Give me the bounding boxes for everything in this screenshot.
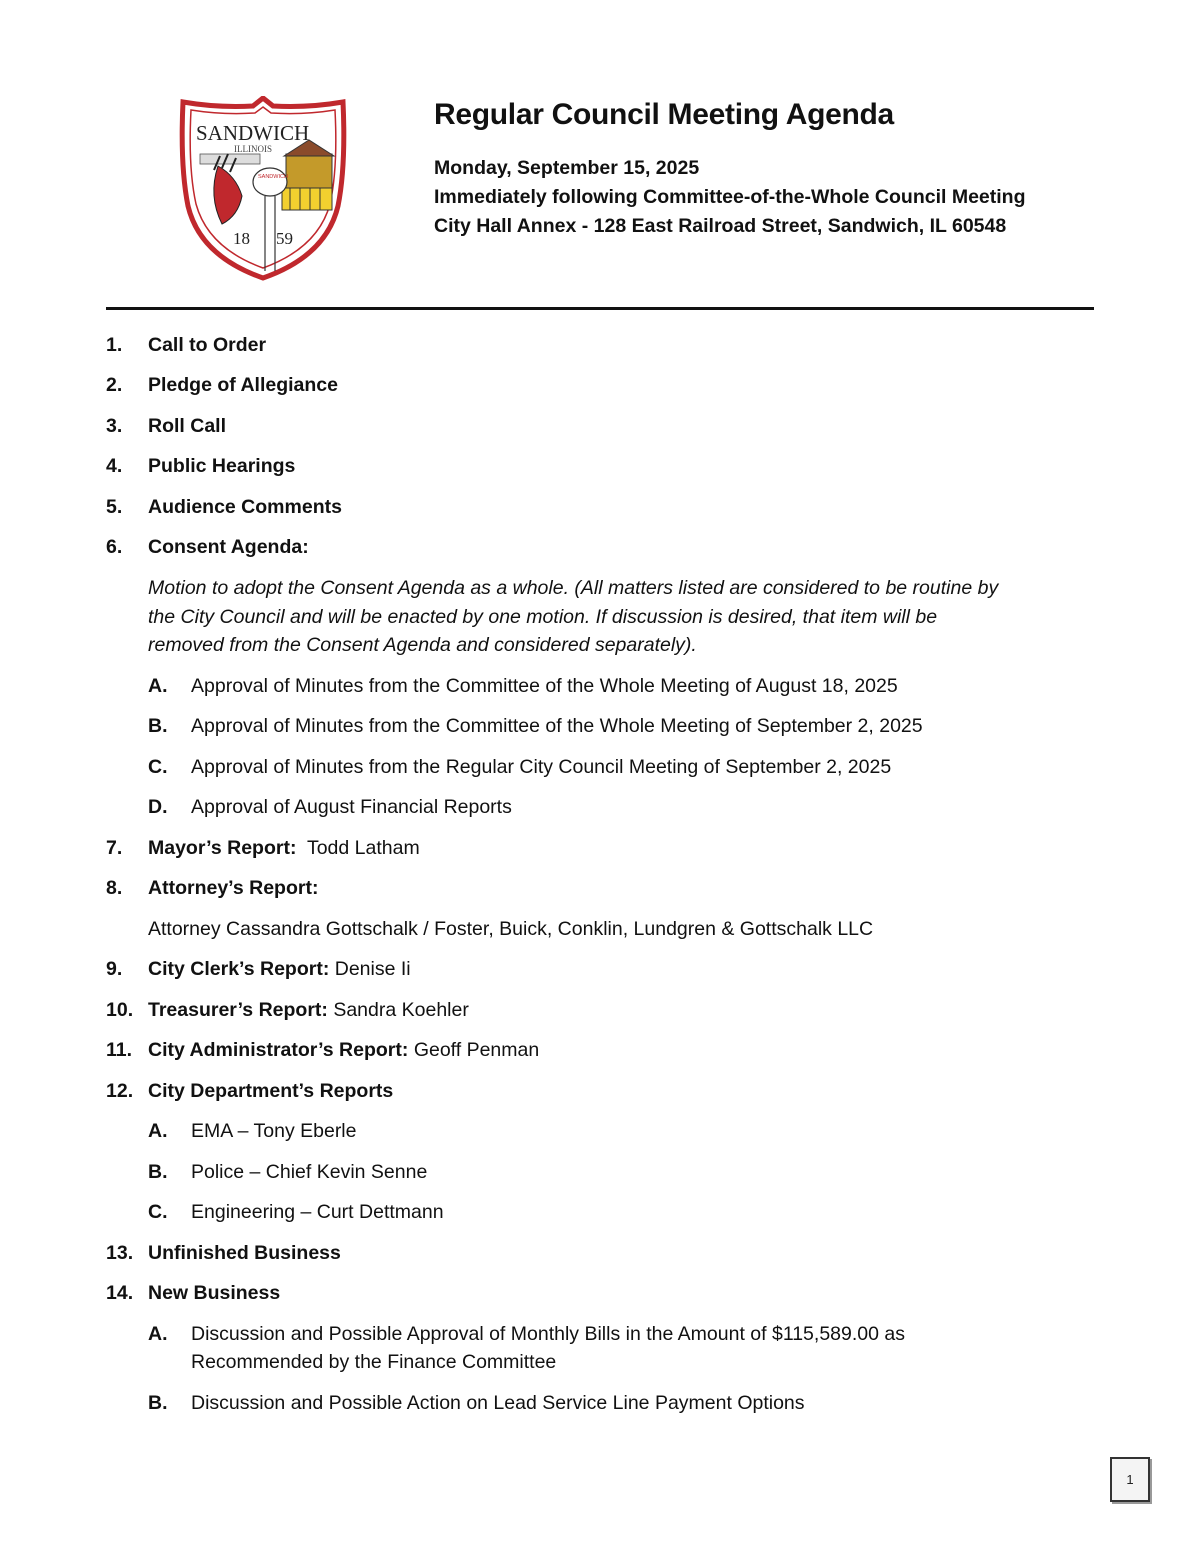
sub-item-text: Approval of Minutes from the Regular City Council Meeting of September 2, 2025 [191,756,892,778]
agenda-item-number: 12. [106,1080,134,1102]
seal-city-name: SANDWICH [196,121,310,145]
agenda-item-number: 6. [106,536,123,558]
sub-item-text: Engineering – Curt Dettmann [191,1201,444,1223]
agenda-item-label: Roll Call [148,415,227,437]
sub-item-letter: B. [148,1161,168,1183]
agenda-item-label: Audience Comments [148,496,342,518]
sub-item-text: Police – Chief Kevin Senne [191,1161,428,1183]
sub-item-text: Approval of Minutes from the Committee of the Whole Meeting of September 2, 2025 [191,715,923,737]
document-title: Regular Council Meeting Agenda [434,98,894,131]
agenda-item-label: Consent Agenda: [148,536,309,558]
seal-year-left: 18 [233,229,250,248]
agenda-item-label: City Clerk’s Report: [148,958,330,980]
agenda-item-number: 11. [106,1039,133,1061]
agenda-item-detail: Denise Ii [334,958,411,980]
consent-motion-text: removed from the Consent Agenda and considered separately). [148,634,697,656]
agenda-item-label: Call to Order [148,334,267,356]
meeting-timing: Immediately following Committee-of-the-Whole Council Meeting [434,186,1026,208]
agenda-item-label: Public Hearings [148,455,296,477]
sub-item-letter: C. [148,756,168,778]
sub-item-letter: A. [148,1323,168,1345]
agenda-item-number: 3. [106,415,123,437]
agenda-item-number: 2. [106,374,123,396]
sub-item-letter: A. [148,1120,168,1142]
meeting-date: Monday, September 15, 2025 [434,157,700,179]
seal-building-icon [286,154,332,188]
seal-water-tower-icon [253,168,287,196]
agenda-item-label: Unfinished Business [148,1242,341,1264]
agenda-item-label: City Department’s Reports [148,1080,394,1102]
agenda-item-label: City Administrator’s Report: [148,1039,409,1061]
sub-item-letter: B. [148,1392,168,1414]
agenda-item-number: 4. [106,455,123,477]
sub-item-text: Recommended by the Finance Committee [191,1351,557,1373]
agenda-item-number: 1. [106,334,123,356]
seal-tower-label: SANDWICH [258,174,288,180]
sub-item-letter: C. [148,1201,168,1223]
agenda-item-number: 13. [106,1242,134,1264]
agenda-item-number: 9. [106,958,123,980]
agenda-item-label: Attorney’s Report: [148,877,319,899]
agenda-item-label: Pledge of Allegiance [148,374,338,396]
sub-item-text: Approval of August Financial Reports [191,796,512,818]
page-number-box: 1 [1110,1457,1150,1502]
sandwich-city-seal-logo [178,96,348,282]
seal-state-name: ILLINOIS [234,144,272,154]
agenda-item-number: 5. [106,496,123,518]
agenda-item-number: 7. [106,837,123,859]
sub-item-letter: B. [148,715,168,737]
attorney-detail: Attorney Cassandra Gottschalk / Foster, Buick, Conklin, Lundgren & Gottschalk LLC [148,918,874,940]
agenda-item-number: 10. [106,999,134,1021]
agenda-item-detail: Sandra Koehler [333,999,469,1021]
sub-item-text: Discussion and Possible Approval of Monthly Bills in the Amount of $115,589.00 as [191,1323,905,1345]
agenda-item-label: New Business [148,1282,281,1304]
agenda-item-detail: Todd Latham [306,837,420,859]
seal-year-right: 59 [276,229,293,248]
sub-item-text: Discussion and Possible Action on Lead Service Line Payment Options [191,1392,805,1414]
sub-item-text: Approval of Minutes from the Committee of the Whole Meeting of August 18, 2025 [191,675,898,697]
consent-motion-text: the City Council and will be enacted by one motion. If discussion is desired, that item will be [148,606,938,628]
agenda-item-label: Treasurer’s Report: [148,999,328,1021]
agenda-item-number: 14. [106,1282,134,1304]
consent-motion-text: Motion to adopt the Consent Agenda as a whole. (All matters listed are considered to be routine by [148,577,999,599]
header-divider [106,307,1094,310]
agenda-item-detail: Geoff Penman [413,1039,540,1061]
meeting-location: City Hall Annex - 128 East Railroad Street, Sandwich, IL 60548 [434,215,1007,237]
sub-item-letter: A. [148,675,168,697]
agenda-item-label: Mayor’s Report: [148,837,297,859]
agenda-item-number: 8. [106,877,123,899]
sub-item-text: EMA – Tony Eberle [191,1120,357,1142]
sub-item-letter: D. [148,796,168,818]
